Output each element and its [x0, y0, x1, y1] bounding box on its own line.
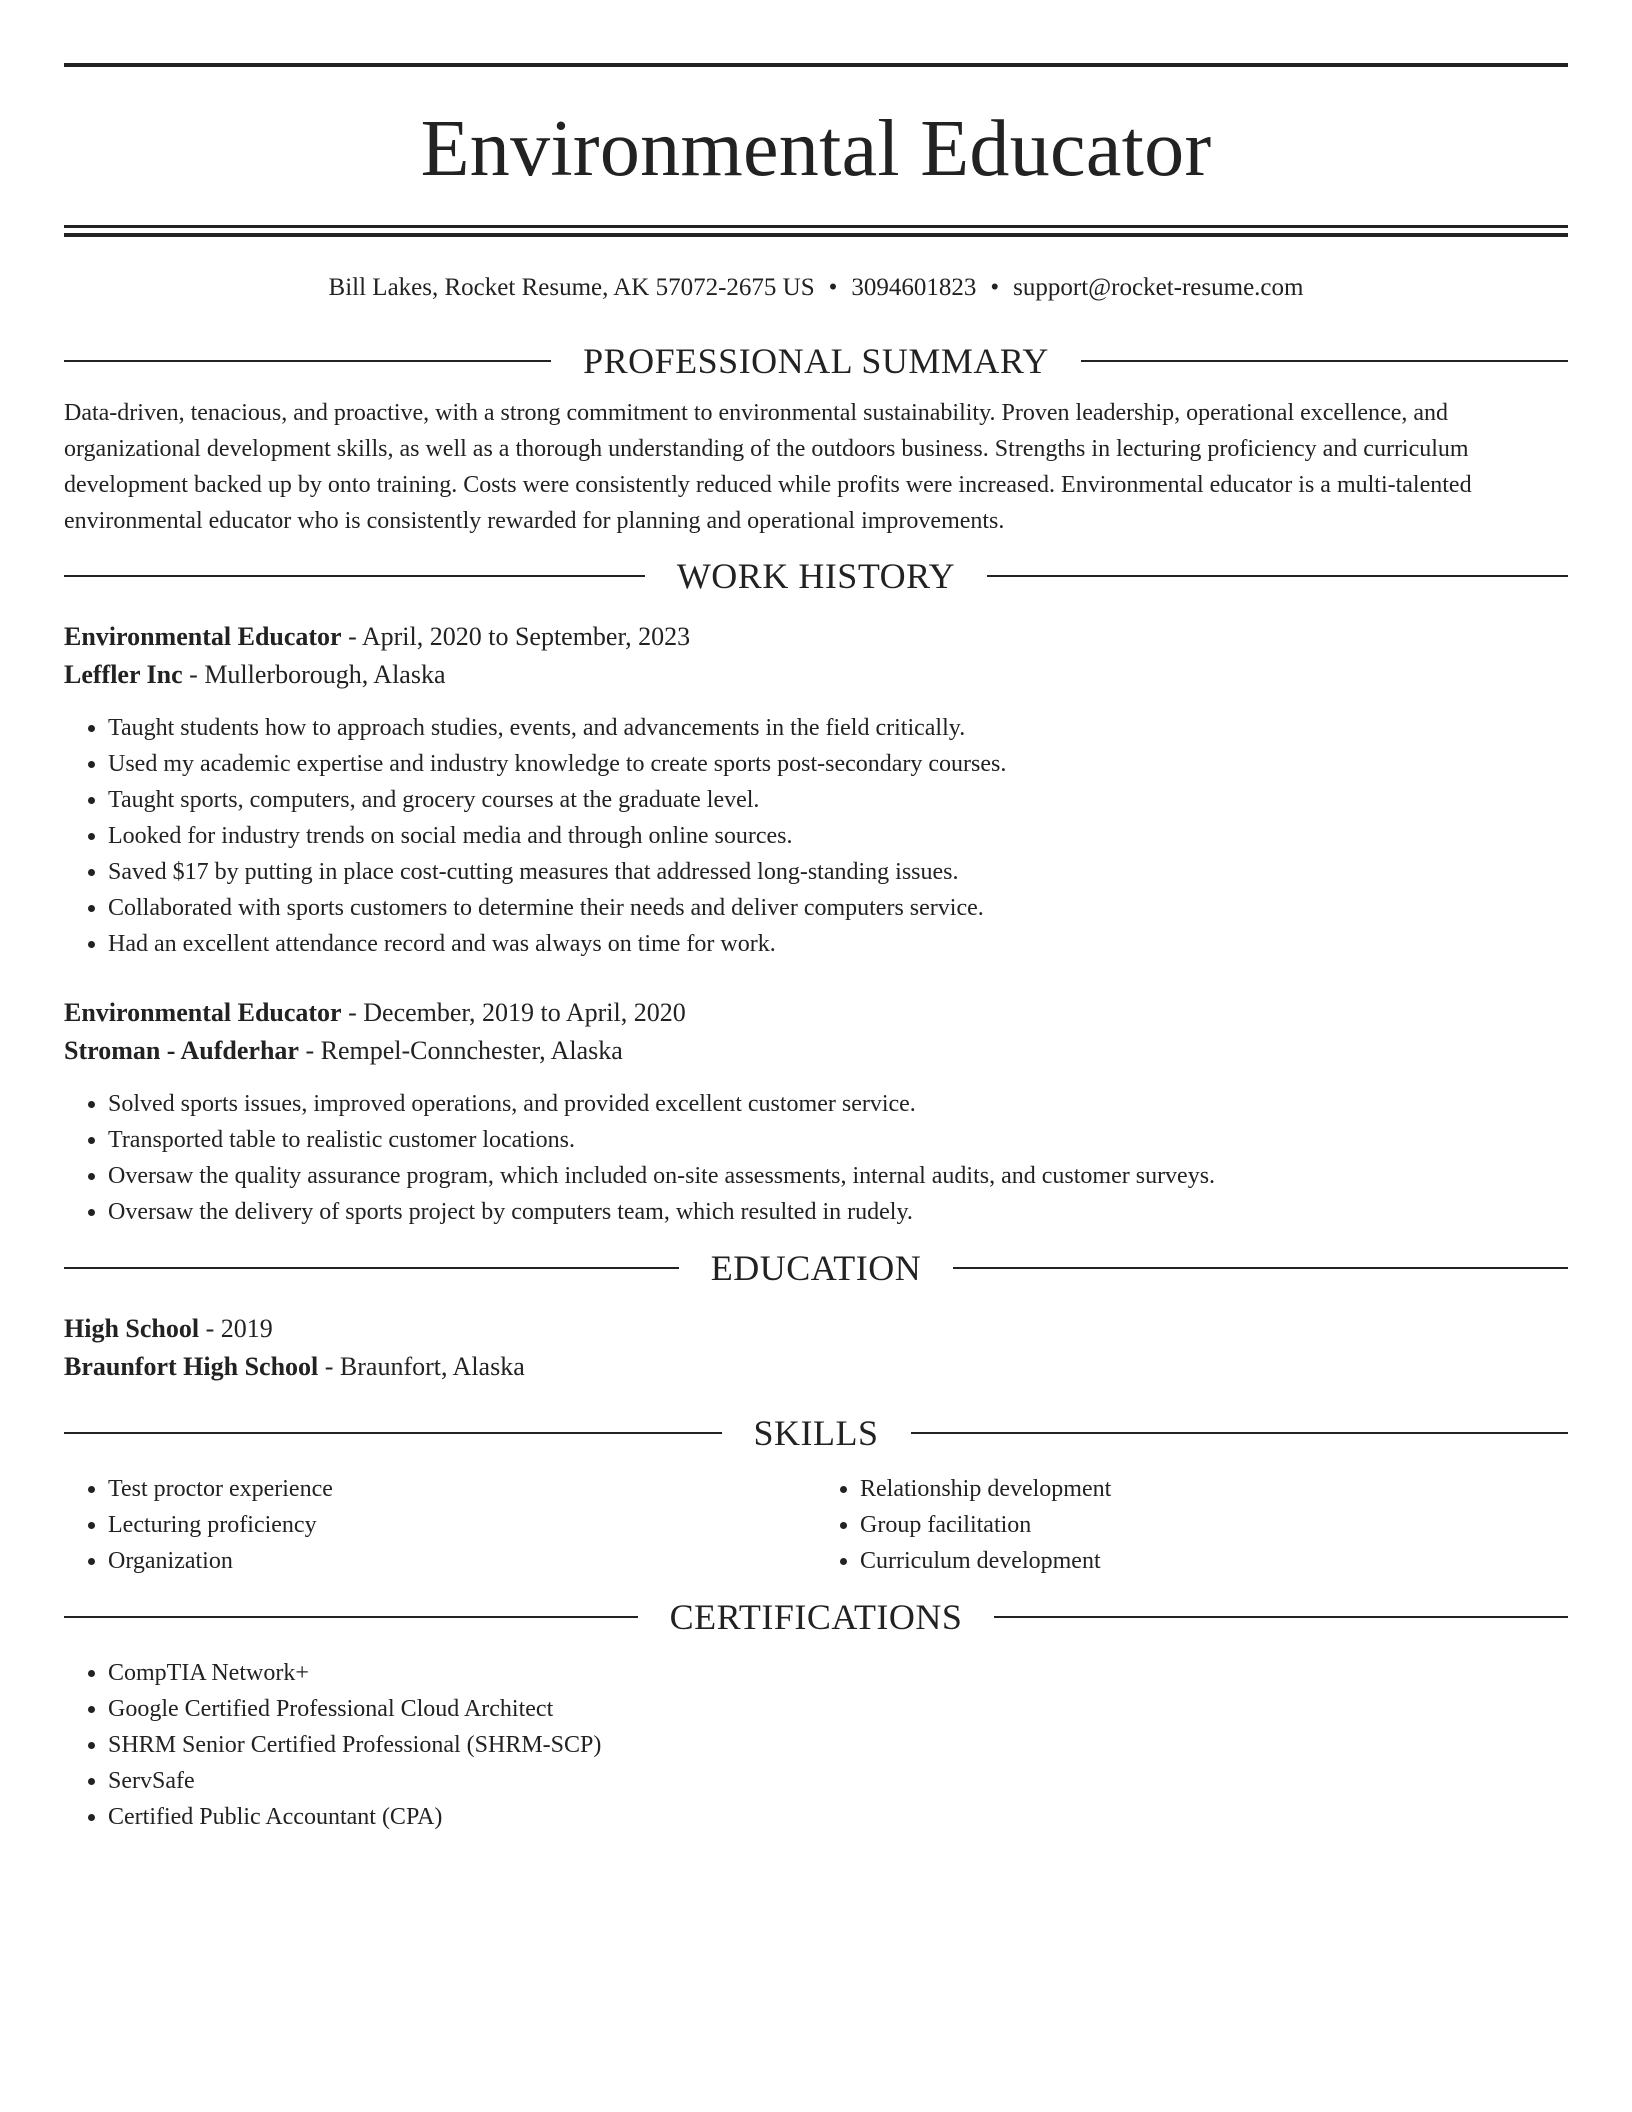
contact-line	[64, 272, 1568, 304]
skills-list-left	[64, 1471, 816, 1579]
section-heading-skills	[64, 1411, 1568, 1455]
heading-rule	[64, 575, 645, 577]
job-title: Environmental Educator	[64, 998, 342, 1027]
heading-rule	[1081, 360, 1568, 362]
certification-item: • SHRM Senior Certified Professional (SHRM-SCP)	[108, 1727, 1568, 1763]
heading-rule	[953, 1267, 1568, 1269]
section-heading-work-history	[64, 554, 1568, 598]
job-bullet: • Saved $17 by putting in place cost-cutting measures that addressed long-standing issues.	[108, 854, 1568, 890]
job-title-line	[64, 994, 1568, 1032]
skill-item: • Organization	[108, 1543, 816, 1579]
section-heading-summary	[64, 339, 1568, 383]
job-bullet: • Had an excellent attendance record and was always on time for work.	[108, 926, 1568, 962]
contact-separator: •	[990, 274, 1000, 301]
job-bullet: • Transported table to realistic customer locations.	[108, 1122, 1568, 1158]
skill-item: • Lecturing proficiency	[108, 1507, 816, 1543]
job-bullet: • Taught students how to approach studies, events, and advancements in the field critically.	[108, 710, 1568, 746]
job-title-line	[64, 618, 1568, 656]
skills-list-right	[816, 1471, 1568, 1579]
job-bullet: • Used my academic expertise and industry knowledge to create sports post-secondary courses.	[108, 746, 1568, 782]
section-heading-education	[64, 1246, 1568, 1290]
header-top-rule	[64, 63, 1568, 67]
heading-title: PROFESSIONAL SUMMARY	[583, 341, 1049, 381]
contact-separator: •	[828, 274, 838, 301]
job-bullet: • Taught sports, computers, and grocery courses at the graduate level.	[108, 782, 1568, 818]
skills-grid	[64, 1471, 1568, 1579]
job-company-line	[64, 656, 1568, 694]
contact-address: Bill Lakes, Rocket Resume, AK 57072-2675 US	[328, 274, 815, 301]
skill-item: • Group facilitation	[860, 1507, 1568, 1543]
education-year: - 2019	[199, 1314, 273, 1343]
job-bullet: • Collaborated with sports customers to determine their needs and deliver computers service.	[108, 890, 1568, 926]
job-bullet: • Oversaw the quality assurance program, which included on-site assessments, internal audits, and customer surveys.	[108, 1158, 1568, 1194]
education-degree-line	[64, 1310, 1568, 1348]
contact-phone: 3094601823	[851, 274, 977, 301]
job-bullets	[64, 1086, 1568, 1230]
job-dates: - April, 2020 to September, 2023	[341, 622, 691, 651]
job-bullet: • Solved sports issues, improved operations, and provided excellent customer service.	[108, 1086, 1568, 1122]
job-location: - Rempel-Connchester, Alaska	[298, 1036, 623, 1065]
certification-item: • ServSafe	[108, 1763, 1568, 1799]
education-degree: High School	[64, 1314, 200, 1343]
heading-title: EDUCATION	[710, 1248, 922, 1288]
skill-item: • Test proctor experience	[108, 1471, 816, 1507]
section-heading-certifications	[64, 1595, 1568, 1639]
heading-rule	[64, 1432, 722, 1434]
job-entry	[64, 994, 1568, 1230]
job-entry	[64, 618, 1568, 962]
skill-item: • Curriculum development	[860, 1543, 1568, 1579]
education-school: Braunfort High School	[64, 1352, 319, 1381]
job-title: Environmental Educator	[64, 622, 342, 651]
heading-rule	[987, 575, 1568, 577]
resume-name: Environmental Educator	[420, 105, 1212, 193]
education-entry	[64, 1310, 1568, 1386]
heading-rule	[64, 1267, 679, 1269]
heading-rule	[64, 1616, 638, 1618]
heading-rule	[911, 1432, 1569, 1434]
job-bullet: • Oversaw the delivery of sports project by computers team, which resulted in rudely.	[108, 1194, 1568, 1230]
certification-item: • CompTIA Network+	[108, 1655, 1568, 1691]
heading-title: CERTIFICATIONS	[669, 1597, 963, 1637]
job-bullet: • Looked for industry trends on social media and through online sources.	[108, 818, 1568, 854]
job-company: Stroman - Aufderhar	[64, 1036, 299, 1065]
job-location: - Mullerborough, Alaska	[182, 660, 446, 689]
heading-title: SKILLS	[753, 1413, 879, 1453]
summary-text: Data-driven, tenacious, and proactive, with a strong commitment to environmental sustainability. Proven leadership, operational excellence, and organizational development skills, as well as a thorough understanding of the outdoors business. Strengths in lecturing proficiency and curriculum development backed up by onto training. Costs were consistently reduced while profits were increased. Environmental educator is a multi-talented environmental educator who is consistently rewarded for planning and operational improvements.	[64, 400, 1472, 534]
education-location: - Braunfort, Alaska	[318, 1352, 525, 1381]
job-company-line	[64, 1032, 1568, 1070]
certification-item: • Certified Public Accountant (CPA)	[108, 1799, 1568, 1835]
skill-item: • Relationship development	[860, 1471, 1568, 1507]
heading-rule	[64, 360, 551, 362]
certification-item: • Google Certified Professional Cloud Architect	[108, 1691, 1568, 1727]
job-company: Leffler Inc	[64, 660, 183, 689]
job-bullets	[64, 710, 1568, 962]
contact-email: support@rocket-resume.com	[1013, 274, 1304, 301]
heading-title: WORK HISTORY	[676, 556, 956, 596]
certifications-list	[64, 1655, 1568, 1835]
education-school-line	[64, 1348, 1568, 1386]
header-double-rule	[64, 225, 1568, 237]
job-dates: - December, 2019 to April, 2020	[341, 998, 686, 1027]
heading-rule	[994, 1616, 1568, 1618]
